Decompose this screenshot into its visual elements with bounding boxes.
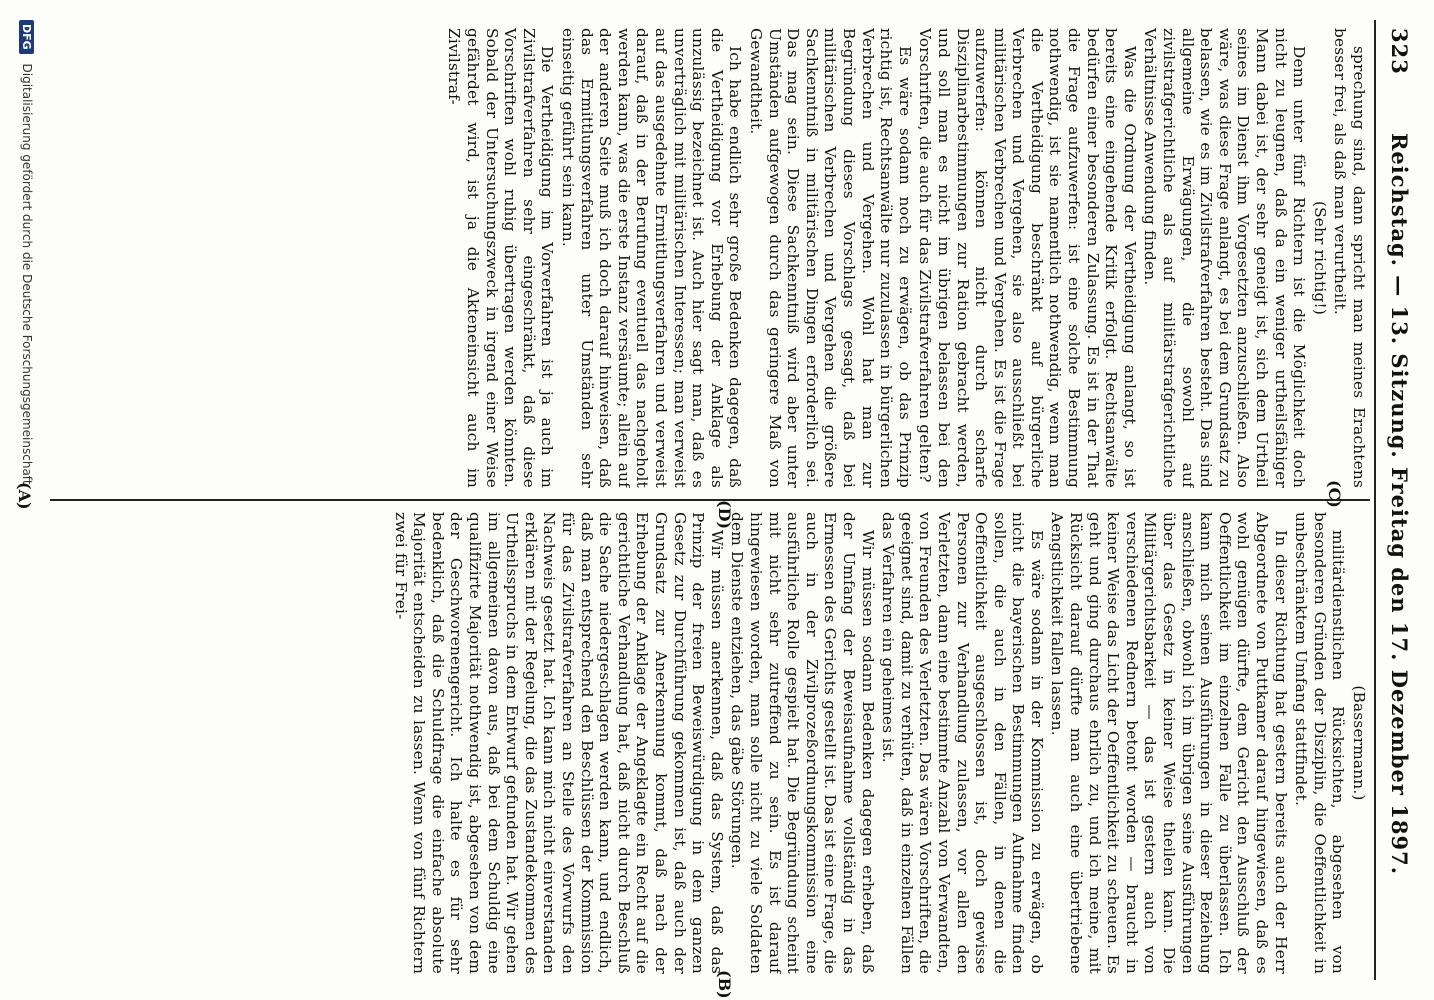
header-rule: [1374, 20, 1376, 980]
column-divider: [50, 499, 1370, 501]
paragraph: Es wäre sodann noch zu erwägen, ob das Prinzip richtig ist, Rechtsanwälte nur zuzulassen in bürgerlichen Verbrechen und Vergehen. Wohl hat man zur Begründung dieses Vorschlags gesagt, daß bei militärischen Verbrechen und Vergehen die größere Sachkenntniß in militärischen Dingen erforderlich sei. Das mag sein. Diese Sachkenntniß wird aber unter Umständen aufgewogen durch das geringere Maß von Gewandtheit.: [747, 28, 914, 488]
paragraph: Die Vertheidigung im Vorverfahren ist ja auch im Zivilstrafverfahren sehr eingeschränkt, daß diese Vorschriften wohl ruhig übertragen werden könnten. Sobald der Untersuchungszweck in irgend einer Weise gefährdet wird, ist ja die Akteneinsicht auch im Zivilstraf-: [445, 28, 557, 488]
paragraph: militärdienstlichen Rücksichten, abgesehen von besonderen Gründen der Disziplin, die Oeffentlichkeit in unbeschränktem Umfang stattfindet.: [1292, 512, 1348, 974]
paragraph: Was die Ordnung der Vertheidigung anlangt, so ist bereits eine eingehende Kritik erfolgt. Rechtsanwälte bedürfen einer besonderen Zulassung. Es ist in der That die Frage aufzuwerfen: ist eine solche Bestimmung nothwendig, ist sie namentlich nothwendig, wenn man die Vertheidigung beschränkt auf bürgerliche Verbrechen und Vergehen, sie also ausschließt bei militärischen Verbrechen und Vergehen. Es ist die Frage aufzuwerfen: können nicht durch scharfe Disziplinarbestimmungen zur Ration gebracht werden, und soll man es nicht im übrigen belassen bei den Vorschriften, die auch für das Zivilstrafverfahren gelten?: [916, 28, 1139, 488]
text-column-right: [48, 512, 1368, 974]
paragraph: Ich habe endlich sehr große Bedenken dagegen, daß die Vertheidigung vor Erhebung der Anklage als unzulässig bezeichnet ist. Auch hier sagt man, daß es unverträglich mit militärischen Interessen; man verweist auf das ausgedehnte Ermittlungsverfahren und verweist darauf, daß in der Berufung eventuell das nachgeholt werden kann, was die erste Instanz versäumte; allein auf der anderen Seite muß ich doch darauf hinweisen, daß das Ermittlungsverfahren unter Umständen sehr einseitig geführt sein kann.: [559, 28, 745, 488]
page-number: 323: [1387, 28, 1412, 75]
paragraph: Es wäre sodann in der Kommission zu erwägen, ob nicht die bayerischen Bestimmungen Aufnahme finden sollen, die auch in den Fällen, in denen die Oeffentlichkeit ausgeschlossen ist, doch gewisse Personen zur Verhandlung zulassen, vor allen den Verletzten, dann eine bestimmte Anzahl von Verwandten, von Freunden des Verletzten. Das wären Vorschriften, die geeignet sind, damit zu verhüten, daß in einzelnen Fällen das Verfahren ein geheimes ist.: [879, 512, 1046, 974]
page-header: [1382, 28, 1412, 980]
page-title: Reichstag. — 13. Sitzung. Freitag den 17. Dezember 1897.: [1387, 132, 1412, 876]
paragraph: Wir müssen anerkennen, daß das System, daß das Prinzip der freien Beweiswürdigung in dem ganzen Gesetz zur Durchführung gekommen ist, daß auch der Grundsatz zur Anerkennung kommt, daß nach der Erhebung der Anklage der Angeklagte ein Recht auf die gerichtliche Verhandlung hat, daß nicht durch Beschluß die Sache niedergeschlagen werden kann, und endlich, daß man entsprechend den Beschlüssen der Kommission für das Zivilstrafverfahren an Stelle des Vorwurfs den Nachweis gesetzt hat. Ich kann mich nicht einverstanden erklären mit der Regelung, die das Zustandekommen des Urtheilsspruchs in dem Entwurf gefunden hat. Wir gehen im allgemeinen davon aus, daß bei dem Schuldig eine qualifizirte Majorität nothwendig ist, abgesehen von dem der Geschworenengericht. Ich halte es für sehr bedenklich, daß die Schuldfrage die einfache absolute Majorität entscheiden zu lassen. Wenn von fünf Richtern zwei für Frei-: [391, 512, 726, 974]
text-column-left: [48, 28, 1368, 488]
paragraph: In dieser Richtung hat gestern bereits auch der Herr Abgeordnete von Puttkamer darauf hingewiesen, daß es wohl genügen dürfte, dem Gericht den Ausschluß der Oeffentlichkeit im einzelnen Falle zu überlassen. Ich kann mich seinen Ausführungen in dieser Beziehung anschließen, obwohl ich im übrigen seine Ausführungen über das Gesetz in keiner Weise theilen kann. Die Militärgerichtsbarkeit — das ist gestern auch von verschiedenen Rednern betont worden — braucht in keiner Weise das Licht der Oeffentlichkeit zu scheuen. Es geht und ging durchaus ehrlich zu, und ich meine, mit Rücksicht darauf dürfte man auch eine übertriebene Aengstlichkeit fallen lassen.: [1048, 512, 1290, 974]
dfg-logo: DFG: [19, 20, 34, 54]
digitization-footer: [14, 20, 34, 980]
footer-text: Digitalisierung gefördert durch die Deutsche Forschungsgemeinschaft: [20, 63, 34, 485]
paragraph: Denn unter fünf Richtern ist die Möglichkeit doch nicht zu leugnen, daß da ein weniger urtheilsfähiger Mann dabei ist, der sehr geneigt ist, sich dem Urtheil seines im Dienst ihm Vorgesetzten anzuschließen. Also wäre, was diese Frage anlangt, es bei dem Grundsatz zu belassen, wie es im Zivilstrafverfahren besteht. Das sind allgemeine Erwägungen, die sowohl auf zivilstrafgerichtliche als auf militärstrafgerichtliche Verhältnisse Anwendung finden.: [1141, 28, 1309, 488]
margin-marker-a: (A): [15, 482, 34, 510]
margin-marker-b: (B): [715, 970, 734, 999]
paragraph: (Sehr richtig!): [1310, 200, 1329, 316]
paragraph: (Bassermann.): [1350, 685, 1368, 801]
margin-marker-c: (C): [1325, 480, 1344, 508]
paragraph: Wir müssen sodann Bedenken dagegen erheben, daß der Umfang der Beweisaufnahme vollständig in das Ermessen des Gerichts gestellt ist. Das ist eine Frage, die auch in der Zivilprozeßordnungskommission eine ausführliche Rolle gespielt hat. Die Begründung scheint mit nicht sehr zutreffend zu sein. Es ist darauf hingewiesen worden, man solle nicht zu viele Soldaten dem Dienste entziehen, das gäbe Störungen.: [728, 512, 877, 974]
paragraph: sprechung sind, dann spricht man meines Erachtens besser frei, als daß man verurtheilt.: [1331, 28, 1368, 488]
margin-marker-d: (D): [715, 500, 734, 530]
